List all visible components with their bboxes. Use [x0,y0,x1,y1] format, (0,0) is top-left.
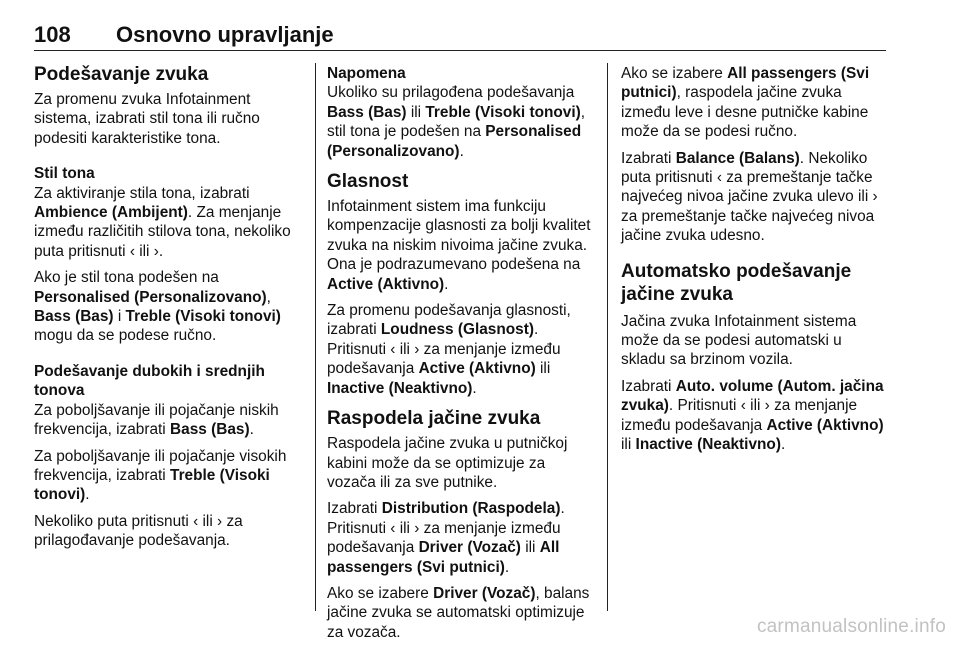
paragraph: Infotainment sistem ima funkciju kompenzacije glasnosti za bolji kvalitet zvuka na niskim nivoima jačine zvuka. Ona je podrazumevano podešena na Active (Aktivno). [327,198,591,293]
column-1 [34,64,298,558]
menu-term: Active (Aktivno) [418,360,536,378]
subheading-bass-mid: Podešavanje dubokih i srednjih tonova [34,362,265,400]
note-paragraph: Ukoliko su prilagođena podešavanja Bass (Bas) ili Treble (Visoki tonovi), stil tona je podešen na Personalised (Personalizovano). [327,84,586,160]
paragraph: Izabrati Distribution (Raspodela). Pritisnuti ‹ ili › za menjanje između podešavanja Driver (Vozač) ili All passengers (Svi putnici). [327,500,565,576]
section-title-loudness: Glasnost [327,171,409,193]
menu-term: Bass (Bas) [170,421,250,439]
page-header [34,22,886,51]
paragraph: Izabrati Auto. volume (Autom. jačina zvuka). Pritisnuti ‹ ili › za menjanje između podešavanja Active (Aktivno) ili Inactive (Neaktivno). [621,377,884,454]
menu-term: Inactive (Neaktivno) [635,436,781,454]
menu-term: Driver (Vozač) [433,584,536,602]
menu-term: Active (Aktivno) [766,416,884,434]
menu-term: Active (Aktivno) [327,275,445,293]
menu-term: Personalised (Personalizovano) [34,288,267,306]
column-2 [327,64,591,649]
column-3 [621,64,885,462]
chapter-title: Osnovno upravljanje [116,22,334,47]
section-title-distribution: Raspodela jačine zvuka [327,408,541,430]
paragraph: Za poboljšavanje ili pojačanje visokih frekvencija, izabrati Treble (Visoki tonovi). [34,447,287,504]
menu-term: Bass (Bas) [34,308,114,326]
column-divider-2 [607,63,608,611]
paragraph: Ako je stil tona podešen na Personalised (Personalizovano), Bass (Bas) i Treble (Visoki tonovi) mogu da se podese ručno. [34,269,281,345]
paragraph: Za aktiviranje stila tona, izabrati Ambience (Ambijent). Za menjanje između različitih stilova tona, nekoliko puta pritisnuti ‹ ili ›. [34,184,291,260]
note-heading: Napomena [327,65,406,82]
intro-paragraph: Za promenu zvuka Infotainment sistema, izabrati stil tona ili ručno podesiti karakteristike tona. [34,91,260,147]
menu-term: Loudness (Glasnost) [380,321,534,339]
menu-term: Treble (Visoki tonovi) [125,308,281,326]
menu-term: Balance (Balans) [675,149,800,167]
menu-term: Bass (Bas) [327,103,407,121]
menu-term: All passengers (Svi putnici) [327,539,560,576]
menu-term: All passengers (Svi putnici) [621,65,870,102]
section-title-sound: Podešavanje zvuka [34,64,209,85]
paragraph: Za promenu podešavanja glasnosti, izabrati Loudness (Glasnost). Pritisnuti ‹ ili › za menjanje između podešavanja Active (Aktivno) ili Inactive (Neaktivno). [327,302,571,397]
column-divider-1 [315,63,316,611]
paragraph: Raspodela jačine zvuka u putničkoj kabini može da se optimizuje za vozača ili za sve putnike. [327,435,568,491]
watermark: carmanualsonline.info [756,616,946,637]
page-number: 108 [34,22,71,47]
section-title-auto-volume: Automatsko podešavanje jačine zvuka [621,260,852,305]
menu-term: Distribution (Raspodela) [381,500,561,518]
menu-term: Driver (Vozač) [418,539,521,557]
paragraph: Ako se izabere All passengers (Svi putnici), raspodela jačine zvuka između leve i desne putničke kabine može da se podesi ručno. [621,65,870,141]
paragraph: Za poboljšavanje ili pojačanje niskih frekvencija, izabrati Bass (Bas). [34,401,279,439]
menu-term: Inactive (Neaktivno) [327,379,473,397]
paragraph: Nekoliko puta pritisnuti ‹ ili › za prilagođavanje podešavanja. [34,512,243,550]
paragraph: Jačina zvuka Infotainment sistema može da se podesi automatski u skladu sa brzinom vozila. [621,312,857,369]
menu-term: Treble (Visoki tonovi) [425,103,581,121]
menu-term: Auto. volume (Autom. jačina zvuka) [621,377,884,415]
paragraph: Ako se izabere Driver (Vozač), balans jačine zvuka se automatski optimizuje za vozača. [327,584,590,641]
menu-term: Treble (Visoki tonovi) [34,466,270,504]
menu-term: Personalised (Personalizovano) [327,123,582,160]
paragraph: Izabrati Balance (Balans). Nekoliko puta pritisnuti ‹ za premeštanje tačke najvećeg nivoa jačine zvuka ulevo ili › za premeštanje tačke najvećeg nivoa jačine zvuka udesno. [621,149,878,245]
subheading-tone-style: Stil tona [34,165,95,183]
menu-term: Ambience (Ambijent) [34,204,188,222]
